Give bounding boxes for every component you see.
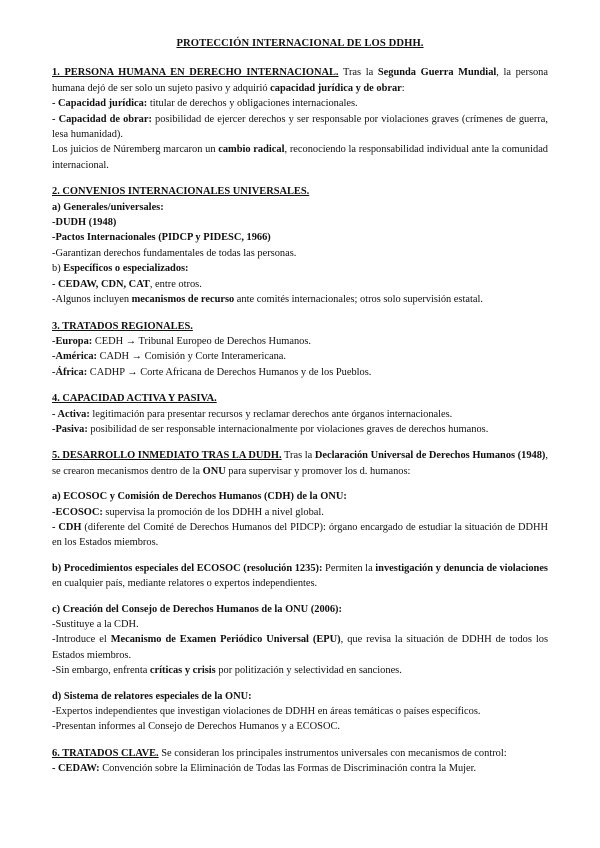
item-text: posibilidad de ejercer derechos y ser responsable por violaciones graves (crímenes de guerra, lesa humanidad). bbox=[52, 113, 548, 141]
bold-run: Segunda Guerra Mundial bbox=[377, 67, 497, 79]
item-label: - Capacidad jurídica: bbox=[52, 98, 148, 110]
list-item: -Garantizan derechos fundamentales de todas las personas. bbox=[52, 247, 297, 259]
section-3 bbox=[52, 319, 548, 381]
item-text: legitimación para presentar recursos y reclamar derechos ante órganos internacionales. bbox=[89, 408, 453, 420]
item-text: (diferente del Comité de Derechos Humanos del PIDCP): órgano encargado de estudiar la situación de DDHH en los Estados miembros. bbox=[52, 521, 548, 549]
item-label: -América: bbox=[52, 351, 97, 363]
list-item: -Expertos independientes que investigan violaciones de DDHH en áreas temáticas o países específicos. bbox=[52, 706, 481, 718]
text-run: , que revisa la situación de DDHH de todos los Estados miembros. bbox=[52, 634, 549, 661]
bold-run: cambio radical bbox=[218, 144, 285, 156]
text-run: Se consideran los principales instrumentos universales con mecanismos de control: bbox=[158, 747, 507, 759]
subheading: d) Sistema de relatores especiales de la ONU: bbox=[52, 690, 252, 702]
list-item bbox=[52, 422, 548, 437]
section-6-intro bbox=[52, 746, 548, 761]
item-text: , entre otros. bbox=[149, 278, 202, 290]
item-label: - CDH bbox=[52, 521, 82, 533]
text-run: , reconociendo la responsabilidad individual ante la comunidad internacional. bbox=[52, 144, 549, 171]
item-text: posibilidad de ser responsable internacionalmente por violaciones graves de derechos humanos. bbox=[87, 423, 489, 435]
item-label: -Pasiva: bbox=[52, 423, 88, 435]
item-label: -África: bbox=[52, 366, 88, 378]
section-3-heading: 3. TRATADOS REGIONALES. bbox=[52, 320, 193, 332]
section-6 bbox=[52, 746, 548, 777]
text-run: ante comités internacionales; otros solo supervisión estatal. bbox=[234, 294, 483, 306]
list-item: -DUDH (1948) bbox=[52, 217, 117, 229]
item-label: -Europa: bbox=[52, 335, 93, 347]
list-item bbox=[52, 365, 548, 380]
item-text: CEDH → Tribunal Europeo de Derechos Humanos. bbox=[92, 335, 311, 347]
bold-run: ONU bbox=[202, 465, 226, 477]
paragraph bbox=[52, 561, 548, 592]
section-4-heading-line bbox=[52, 391, 548, 406]
item-label: - Capacidad de obrar: bbox=[52, 113, 152, 125]
bold-run: críticas y crisis bbox=[149, 665, 216, 677]
section-6-heading: 6. TRATADOS CLAVE. bbox=[52, 747, 159, 759]
item-label: - CEDAW: bbox=[52, 763, 100, 775]
section-2 bbox=[52, 184, 548, 307]
text-run: -Sin embargo, enfrenta bbox=[52, 665, 150, 677]
bold-run: Mecanismo de Examen Periódico Universal (EPU) bbox=[110, 634, 341, 646]
text-run: , se crearon mecanismos dentro de la bbox=[52, 450, 548, 477]
item-label: - CEDAW, CDN, CAT bbox=[52, 278, 150, 290]
section-1-intro bbox=[52, 65, 548, 96]
item-text: supervisa la promoción de los DDHH a nivel global. bbox=[102, 506, 324, 518]
section-4-heading: 4. CAPACIDAD ACTIVA Y PASIVA. bbox=[52, 393, 217, 405]
subheading: c) Creación del Consejo de Derechos Humanos de la ONU (2006): bbox=[52, 603, 342, 615]
list-item bbox=[52, 277, 548, 292]
subheading: a) Generales/universales: bbox=[52, 201, 164, 213]
list-item bbox=[52, 761, 548, 776]
list-item: -Pactos Internacionales (PIDCP y PIDESC, 1966) bbox=[52, 232, 271, 244]
bold-run: capacidad jurídica y de obrar bbox=[270, 82, 402, 94]
bold-run: mecanismos de recurso bbox=[131, 294, 235, 306]
section-1-heading: 1. PERSONA HUMANA EN DERECHO INTERNACIONAL. bbox=[52, 67, 339, 79]
section-2-heading: 2. CONVENIOS INTERNACIONALES UNIVERSALES. bbox=[52, 186, 310, 198]
list-item bbox=[52, 632, 548, 663]
subheading bbox=[52, 261, 548, 276]
text-run: Los juicios de Núremberg marcaron un bbox=[52, 144, 219, 156]
spacer bbox=[52, 592, 548, 602]
item-label: - Activa: bbox=[52, 408, 90, 420]
text-run: en cualquier país, mediante relatores o expertos independientes. bbox=[52, 578, 318, 590]
paragraph bbox=[52, 142, 548, 173]
text-run: , la persona humana dejó de ser solo un sujeto pasivo y adquirió bbox=[52, 67, 548, 94]
item-text: titular de derechos y obligaciones internacionales. bbox=[147, 98, 358, 110]
list-item bbox=[52, 292, 548, 307]
section-5 bbox=[52, 448, 548, 735]
text-run: : bbox=[401, 82, 405, 94]
item-label: b) Procedimientos especiales del ECOSOC (resolución 1235): bbox=[52, 562, 323, 574]
text-run: -Algunos incluyen bbox=[52, 294, 132, 306]
list-item: -Presentan informes al Consejo de Derechos Humanos y a ECOSOC. bbox=[52, 721, 340, 733]
list-item: -Sustituye a la CDH. bbox=[52, 619, 139, 630]
text-run: Tras la bbox=[338, 67, 378, 79]
text-run: Permiten la bbox=[322, 562, 376, 574]
section-5-intro bbox=[52, 448, 548, 479]
section-1 bbox=[52, 65, 548, 173]
list-item bbox=[52, 112, 548, 143]
text-run: por politización y selectividad en sanciones. bbox=[215, 665, 402, 677]
text-run: para supervisar y promover los d. humanos: bbox=[225, 465, 411, 477]
item-text: Convención sobre la Eliminación de Todas las Formas de Discriminación contra la Mujer. bbox=[99, 763, 477, 775]
text-run: b) bbox=[52, 263, 64, 275]
item-text: CADH → Comisión y Corte Interamericana. bbox=[97, 351, 287, 363]
bold-run: investigación y denuncia de violaciones bbox=[375, 562, 548, 574]
list-item bbox=[52, 349, 548, 364]
spacer bbox=[52, 679, 548, 689]
spacer bbox=[52, 551, 548, 561]
spacer bbox=[52, 479, 548, 489]
section-3-heading-line bbox=[52, 319, 548, 334]
list-item bbox=[52, 407, 548, 422]
item-label: -ECOSOC: bbox=[52, 506, 103, 518]
list-item bbox=[52, 96, 548, 111]
text-run: -Introduce el bbox=[52, 634, 111, 646]
item-text: CADHP → Corte Africana de Derechos Humanos y de los Pueblos. bbox=[87, 366, 372, 378]
text-run: Tras la bbox=[281, 450, 315, 462]
section-4 bbox=[52, 391, 548, 437]
list-item bbox=[52, 334, 548, 349]
subheading: a) ECOSOC y Comisión de Derechos Humanos (CDH) de la ONU: bbox=[52, 491, 347, 503]
list-item bbox=[52, 505, 548, 520]
bold-run: Específicos o especializados: bbox=[63, 263, 189, 275]
section-2-heading-line bbox=[52, 184, 548, 199]
list-item bbox=[52, 520, 548, 551]
section-5-heading: 5. DESARROLLO INMEDIATO TRAS LA DUDH. bbox=[52, 450, 282, 462]
list-item bbox=[52, 663, 548, 678]
bold-run: Declaración Universal de Derechos Humanos (1948) bbox=[314, 450, 546, 462]
document-title: PROTECCIÓN INTERNACIONAL DE LOS DDHH. bbox=[176, 38, 424, 49]
